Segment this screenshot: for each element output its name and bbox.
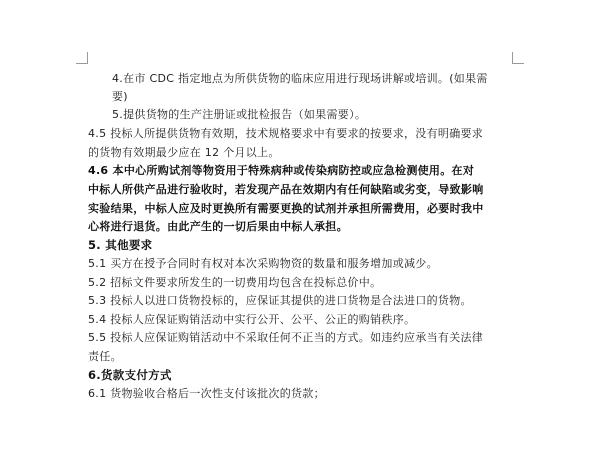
item-registration-certificate: 5.提供货物的生产注册证或批检报告（如果需要）。	[112, 108, 367, 121]
clause-5-3: 5.3 投标人以进口货物投标的，应保证其提供的进口货物是合法进口的货物。	[88, 294, 472, 307]
clause-5-5-cont: 责任。	[88, 350, 122, 363]
crop-mark-top-right	[512, 52, 524, 64]
clause-4-5-cont: 的货物有效期最少应在 12 个月以上。	[88, 146, 280, 159]
item-on-site-training-cont: 要)	[112, 90, 128, 103]
clause-5-5: 5.5 投标人应保证购销活动中不采取任何不正当的方式。如违约应承当有关法律	[88, 331, 484, 344]
clause-4-5: 4.5 投标人所提供货物有效期，技术规格要求中有要求的按要求，没有明确要求	[88, 127, 484, 140]
item-on-site-training: 4.在市 CDC 指定地点为所供货物的临床应用进行现场讲解或培训。(如果需	[112, 72, 488, 85]
crop-mark-top-left	[76, 52, 88, 64]
clause-4-6: 4.6 本中心所购试剂等物资用于特殊病种或传染病防控或应急检测使用。在对	[88, 164, 475, 177]
clause-6-1: 6.1 货物验收合格后一次性支付该批次的货款；	[88, 387, 325, 400]
clause-5-1: 5.1 买方在授予合同时有权对本次采购物资的数量和服务增加或减少。	[88, 257, 438, 270]
section-heading-5: 5. 其他要求	[88, 238, 153, 252]
clause-5-4: 5.4 投标人应保证购销活动中实行公开、公平、公正的购销秩序。	[88, 313, 416, 326]
clause-4-6-cont-1: 中标人所供产品进行验收时，若发现产品在效期内有任何缺陷或劣变，导致影响	[88, 183, 484, 196]
section-heading-6: 6.货款支付方式	[88, 368, 172, 382]
clause-4-6-cont-2: 实验结果，中标人应及时更换所有需要更换的试剂并承担所需费用，必要时我中	[88, 202, 484, 215]
clause-5-2: 5.2 招标文件要求所发生的一切费用均包含在投标总价中。	[88, 276, 382, 289]
clause-4-6-cont-3: 心将进行退货。由此产生的一切后果由中标人承担。	[88, 220, 348, 233]
